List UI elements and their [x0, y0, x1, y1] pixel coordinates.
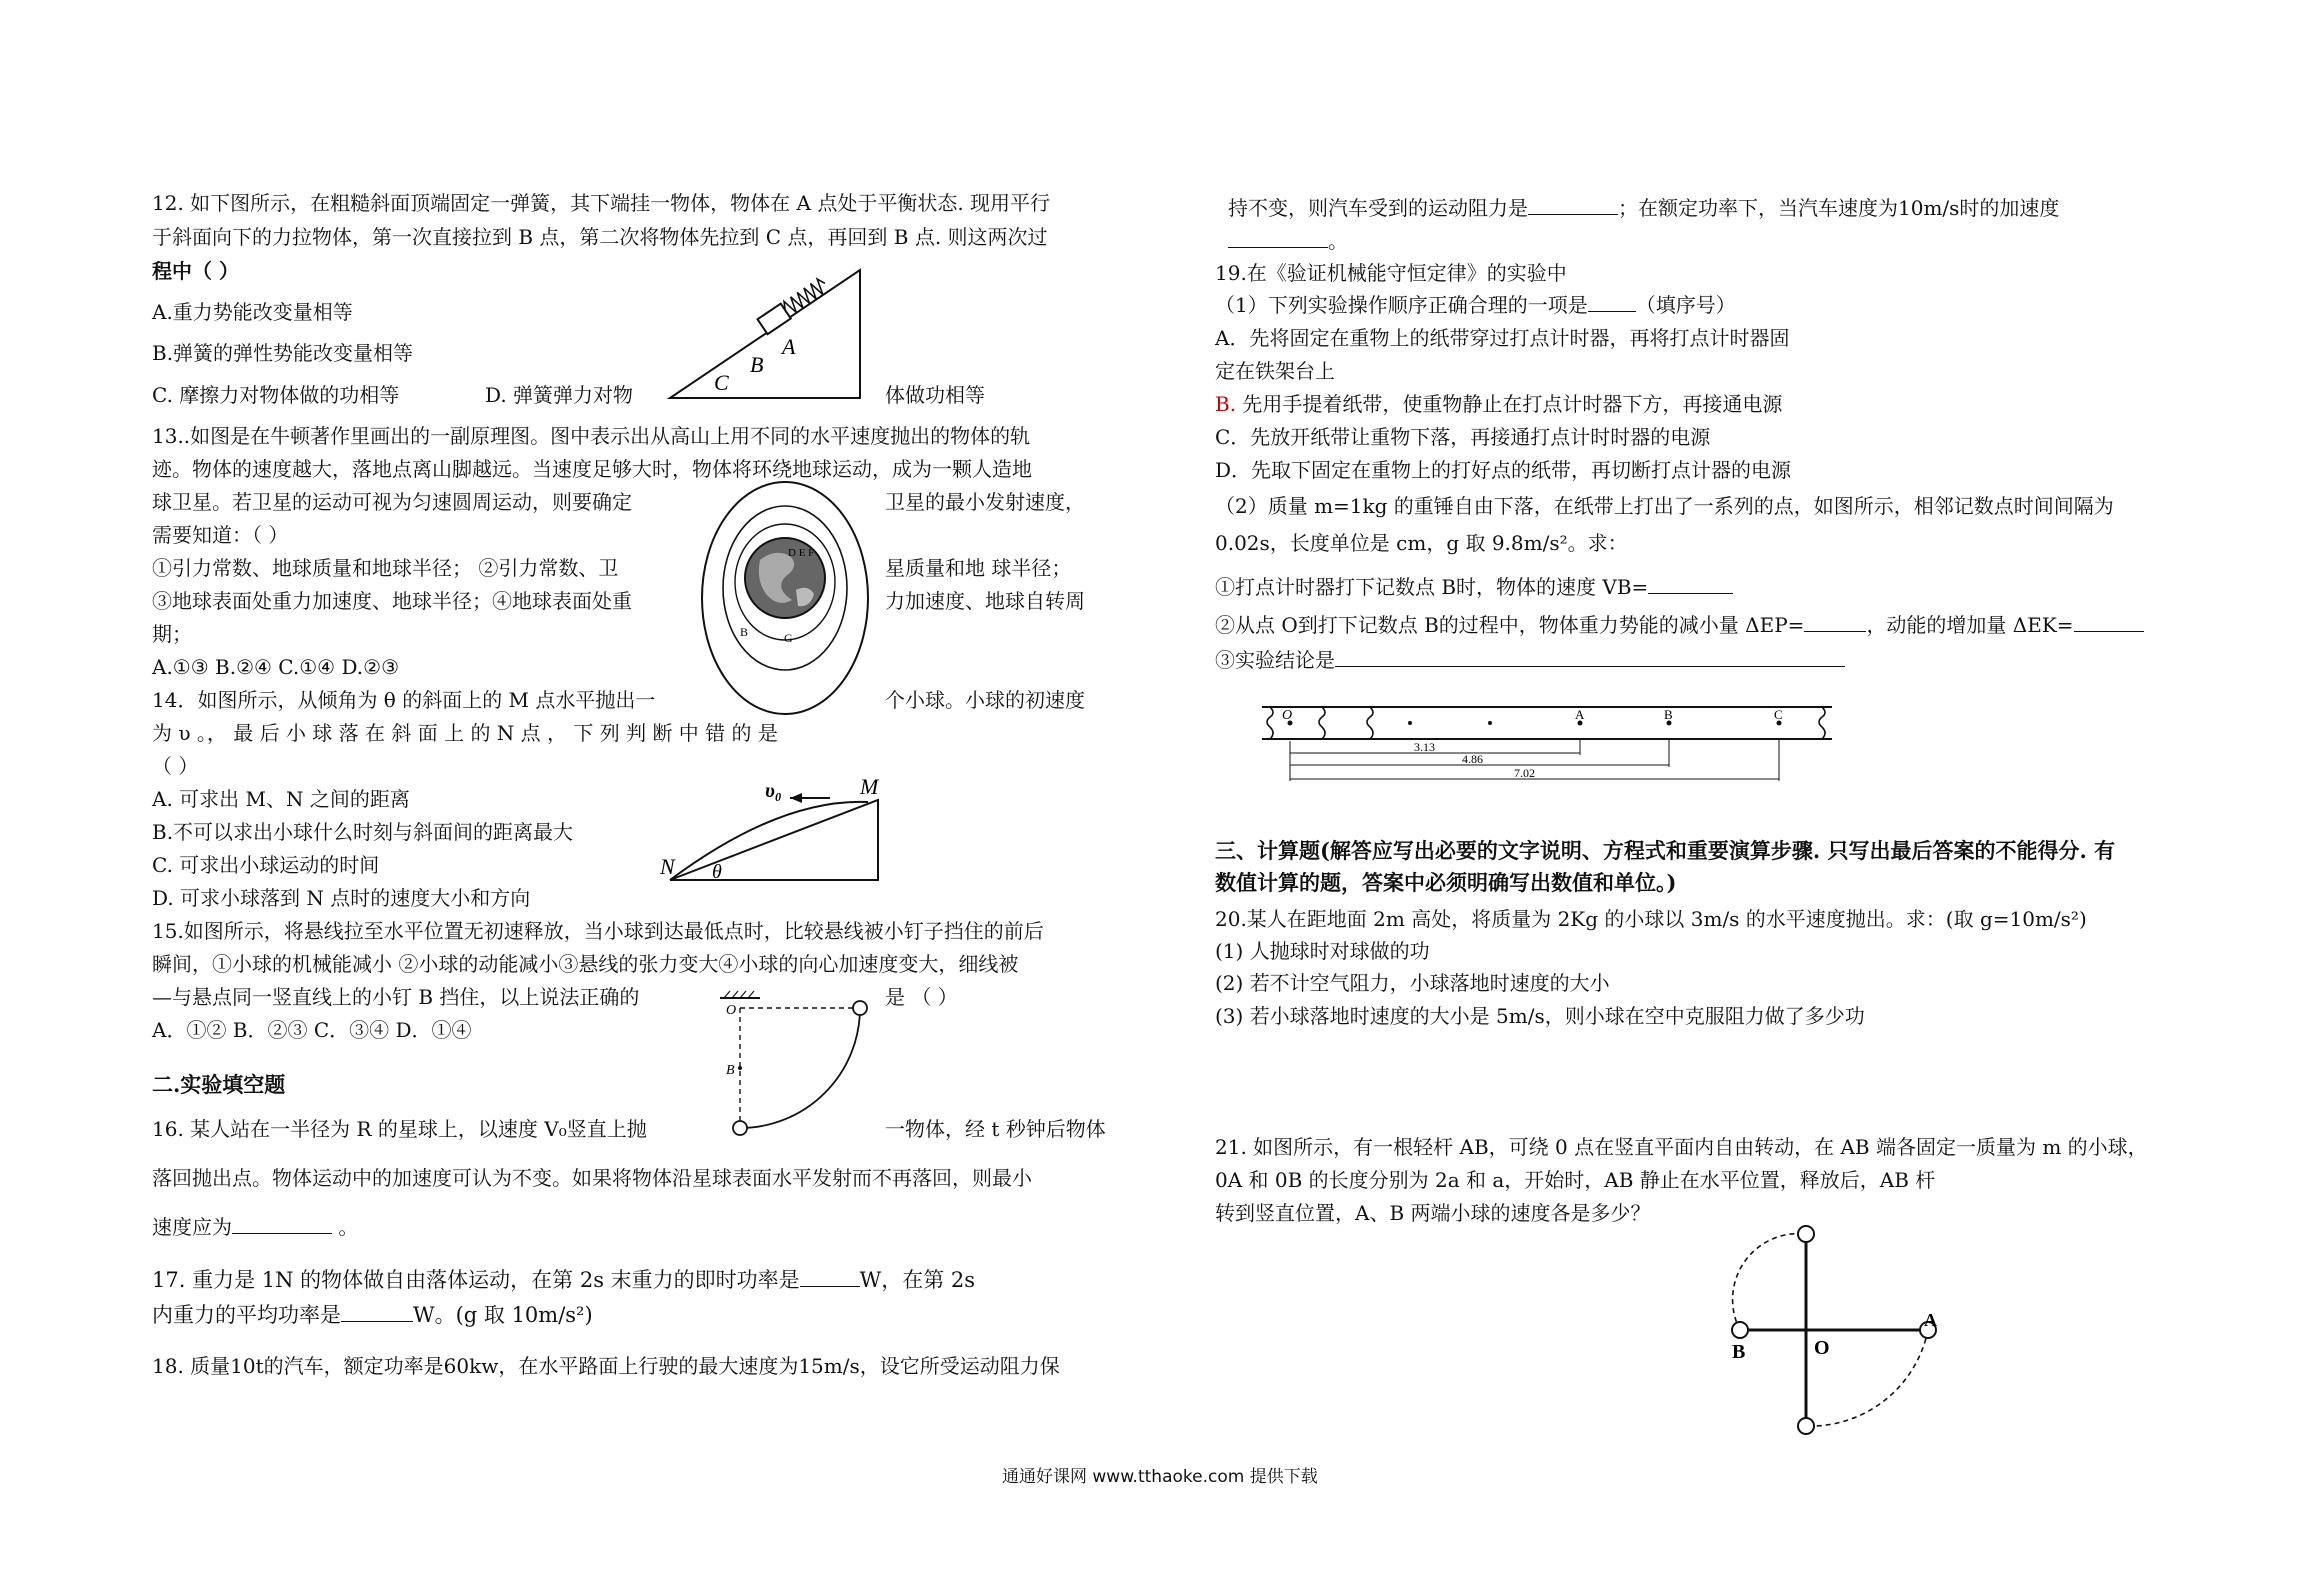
q12-option-c: C. 摩擦力对物体做的功相等	[152, 383, 400, 407]
tape-dist-oa: 3.13	[1414, 740, 1435, 754]
q16-line-1b: 一物体，经 t 秒钟后物体	[885, 1117, 1106, 1141]
q19-part1a: （1）下列实验操作顺序正确合理的一项是	[1215, 293, 1588, 317]
section-3-heading-1: 三、计算题(解答应写出必要的文字说明、方程式和重要演算步骤. 只写出最后答案的不能得分. 有	[1215, 838, 2116, 863]
q19-sub-2	[1215, 610, 2144, 640]
pendulum-figure	[700, 990, 875, 1135]
q12-option-d: D. 弹簧弹力对物	[485, 383, 634, 407]
q16-line-3	[152, 1212, 358, 1242]
q19-option-b-text: 先用手提着纸带，使重物静止在打点计时器下方，再接通电源	[1236, 392, 1783, 416]
q19-answer-blank-1[interactable]	[1588, 291, 1636, 312]
q19-sub-2a: ②从点 O到打下记数点 B的过程中，物体重力势能的减小量 ΔEP=	[1215, 613, 1805, 637]
q18-cont-line-1a: 持不变，则汽车受到的运动阻力是	[1228, 196, 1528, 220]
orbit-label-b: B	[740, 625, 749, 639]
q19-option-b-label: B.	[1215, 392, 1237, 416]
label-theta: θ	[712, 861, 722, 883]
section-3-heading-2: 数值计算的题，答案中必须明确写出数值和单位。)	[1215, 870, 1677, 895]
q15-line-2: 瞬间，①小球的机械能减小 ②小球的动能减小③悬线的张力变大④小球的向心加速度变大，细线被	[152, 952, 1019, 976]
label-b: B	[726, 1063, 735, 1078]
q12-option-a: A.重力势能改变量相等	[152, 300, 353, 324]
paper-tape-figure	[1262, 695, 1832, 785]
q13-line-4: 需要知道：（ ）	[152, 523, 289, 547]
q14-line-2: 为 υ 。， 最 后 小 球 落 在 斜 面 上 的 N 点 ， 下 列 判 断 中 错 的 是	[152, 721, 778, 745]
q13-line-3b: 卫星的最小发射速度，	[885, 490, 1085, 514]
label-a: A	[782, 334, 796, 359]
q19-sub-3-text: ③实验结论是	[1215, 648, 1335, 672]
newton-orbit-figure	[700, 480, 870, 720]
q19-answer-blank-vb[interactable]	[1648, 573, 1733, 594]
q13-line-6b: 力加速度、地球自转周	[885, 589, 1085, 613]
q15-line-3a: —与悬点同一竖直线上的小钉 B 挡住，以上说法正确的	[152, 985, 640, 1009]
q19-part1	[1215, 290, 1736, 320]
q19-option-a-2: 定在铁架台上	[1215, 359, 1335, 383]
q12-option-d-end: 体做功相等	[885, 383, 985, 407]
q19-part1b: （填序号）	[1635, 293, 1736, 317]
q19-answer-blank-ek[interactable]	[2074, 611, 2144, 632]
q19-answer-blank-conclusion[interactable]	[1335, 646, 1845, 667]
q15-line-3b: 是 （ ）	[885, 985, 958, 1009]
q19-sub-3	[1215, 645, 1845, 675]
q18-cont-line-2	[1228, 226, 1348, 256]
q13-line-3a: 球卫星。若卫星的运动可视为匀速圆周运动，则要确定	[152, 490, 632, 514]
q20-sub-2: (2) 若不计空气阻力，小球落地时速度的大小	[1215, 971, 1610, 995]
q17-line-1b: W，在第 2s	[859, 1268, 976, 1292]
q19-option-a-1: A．先将固定在重物上的纸带穿过打点计时器，再将打点计时器固	[1215, 326, 1790, 350]
q13-line-5b: 星质量和地 球半径；	[885, 556, 1072, 580]
q18-cont-period: 。	[1328, 229, 1348, 253]
q12-line-2: 于斜面向下的力拉物体，第一次直接拉到 B 点，第二次将物体先拉到 C 点，再回到 B 点. 则这两次过	[152, 225, 1048, 249]
q19-sub-2b: ，动能的增加量 ΔEK=	[1866, 613, 2074, 637]
q17-line-2a: 内重力的平均功率是	[152, 1303, 341, 1327]
q16-answer-blank[interactable]	[232, 1213, 332, 1234]
q21-line-1: 21. 如图所示，有一根轻杆 AB，可绕 0 点在竖直平面内自由转动，在 AB 端各固定一质量为 m 的小球，	[1215, 1135, 2148, 1159]
q19-answer-blank-ep[interactable]	[1804, 611, 1866, 632]
q19-option-c: C．先放开纸带让重物下落，再接通打点计时时器的电源	[1215, 425, 1711, 449]
q17-line-1	[152, 1265, 975, 1295]
q18-cont-line-1	[1228, 193, 2059, 223]
q19-title: 19.在《验证机械能守恒定律》的实验中	[1215, 261, 1567, 285]
q16-line-3b: 。	[332, 1215, 359, 1239]
label-o: O	[1814, 1337, 1830, 1359]
q19-sub-1	[1215, 572, 1733, 602]
rotating-rod-figure	[1720, 1220, 1950, 1440]
q13-line-7: 期；	[152, 622, 192, 646]
q14-option-b: B.不可以求出小球什么时刻与斜面间的距离最大	[152, 820, 574, 844]
orbit-label-g: G	[784, 631, 793, 645]
tape-label-o: O	[1282, 708, 1293, 723]
incline-spring-figure	[670, 250, 870, 400]
q14-line-1a: 14．如图所示，从倾角为 θ 的斜面上的 M 点水平抛出一	[152, 688, 656, 712]
q16-line-2: 落回抛出点。物体运动中的加速度可认为不变。如果将物体沿星球表面水平发射而不再落回，则最小	[152, 1166, 1032, 1190]
orbit-label-de: D E F	[788, 547, 815, 559]
label-a: A	[1924, 1310, 1937, 1330]
q19-sub-1-text: ①打点计时器打下记数点 B时，物体的速度 VB=	[1215, 575, 1649, 599]
label-b: B	[750, 352, 764, 377]
q18-answer-blank-2[interactable]	[1228, 227, 1328, 248]
q19-part2-line-2: 0.02s，长度单位是 cm，g 取 9.8m/s²。求：	[1215, 531, 1628, 555]
tape-dist-oc: 7.02	[1514, 766, 1535, 780]
q20-line-1: 20.某人在距地面 2m 高处，将质量为 2Kg 的小球以 3m/s 的水平速度抛出。求：(取 g=10m/s²)	[1215, 907, 2087, 931]
q17-line-2b: W。(g 取 10m/s²)	[413, 1303, 593, 1327]
q14-line-1b: 个小球。小球的初速度	[885, 688, 1085, 712]
projectile-incline-figure	[640, 774, 890, 890]
q19-option-d: D．先取下固定在重物上的打好点的纸带，再切断打点计器的电源	[1215, 458, 1792, 482]
q17-line-2	[152, 1300, 593, 1330]
q14-option-d: D. 可求小球落到 N 点时的速度大小和方向	[152, 886, 531, 910]
footer-credit: 通通好课网 www.tthaoke.com 提供下载	[1002, 1467, 1318, 1487]
label-n: N	[660, 854, 675, 879]
q13-options: A.①③ B.②④ C.①④ D.②③	[152, 655, 399, 679]
q21-line-2: 0A 和 0B 的长度分别为 2a 和 a，开始时，AB 静止在水平位置，释放后，AB 杆	[1215, 1168, 1936, 1192]
q14-line-3: （ ）	[152, 754, 199, 778]
label-m: M	[860, 774, 879, 799]
q12-line-3: 程中（ ）	[152, 259, 239, 283]
label-c: C	[714, 370, 729, 395]
q14-option-c: C. 可求出小球运动的时间	[152, 853, 380, 877]
q17-line-1a: 17. 重力是 1N 的物体做自由落体运动，在第 2s 末重力的即时功率是	[152, 1268, 800, 1292]
q20-sub-1: (1) 人抛球时对球做的功	[1215, 939, 1430, 963]
q17-answer-blank-2[interactable]	[341, 1301, 413, 1322]
q20-sub-3: (3) 若小球落地时速度的大小是 5m/s，则小球在空中克服阻力做了多少功	[1215, 1004, 1865, 1028]
tape-label-c: C	[1774, 707, 1783, 722]
q21-line-3: 转到竖直位置，A、B 两端小球的速度各是多少？	[1215, 1201, 1651, 1225]
q13-line-5a: ①引力常数、地球质量和地球半径； ②引力常数、卫	[152, 556, 619, 580]
q13-line-6a: ③地球表面处重力加速度、地球半径；④地球表面处重	[152, 589, 632, 613]
section-2-heading: 二.实验填空题	[152, 1072, 286, 1097]
label-o: O	[726, 1003, 737, 1018]
q16-line-1a: 16. 某人站在一半径为 R 的星球上，以速度 V₀竖直上抛	[152, 1117, 647, 1141]
q19-option-b	[1215, 389, 1782, 419]
label-v0: υ₀	[765, 780, 782, 802]
q14-option-a: A. 可求出 M、N 之间的距离	[152, 787, 410, 811]
q15-options: A．①② B．②③ C．③④ D．①④	[152, 1018, 472, 1042]
q13-line-2: 迹。物体的速度越大，落地点离山脚越远。当速度足够大时，物体将环绕地球运动，成为一颗人造地	[152, 457, 1032, 481]
q12-line-1: 12. 如下图所示，在粗糙斜面顶端固定一弹簧，其下端挂一物体，物体在 A 点处于平衡状态. 现用平行	[152, 191, 1051, 215]
q18-answer-blank-1[interactable]	[1528, 194, 1618, 215]
q19-part2-line-1: （2）质量 m=1kg 的重锤自由下落，在纸带上打出了一系列的点，如图所示，相邻记数点时间间隔为	[1215, 494, 2114, 518]
q18-line-1: 18. 质量10t的汽车，额定功率是60kw，在水平路面上行驶的最大速度为15m/s，设它所受运动阻力保	[152, 1354, 1060, 1378]
tape-label-b: B	[1664, 707, 1673, 722]
q12-option-b: B.弹簧的弹性势能改变量相等	[152, 341, 414, 365]
q16-line-3a: 速度应为	[152, 1215, 232, 1239]
q18-cont-line-1b: ；在额定功率下，当汽车速度为10m/s时的加速度	[1618, 196, 2060, 220]
q17-answer-blank-1[interactable]	[800, 1266, 860, 1287]
q13-line-1: 13..如图是在牛顿著作里画出的一副原理图。图中表示出从高山上用不同的水平速度抛出的物体的轨	[152, 424, 1031, 448]
q15-line-1: 15.如图所示，将悬线拉至水平位置无初速释放，当小球到达最低点时，比较悬线被小钉子挡住的前后	[152, 919, 1044, 943]
tape-dist-ob: 4.86	[1462, 752, 1483, 766]
tape-label-a: A	[1575, 707, 1585, 722]
label-b: B	[1732, 1341, 1746, 1363]
